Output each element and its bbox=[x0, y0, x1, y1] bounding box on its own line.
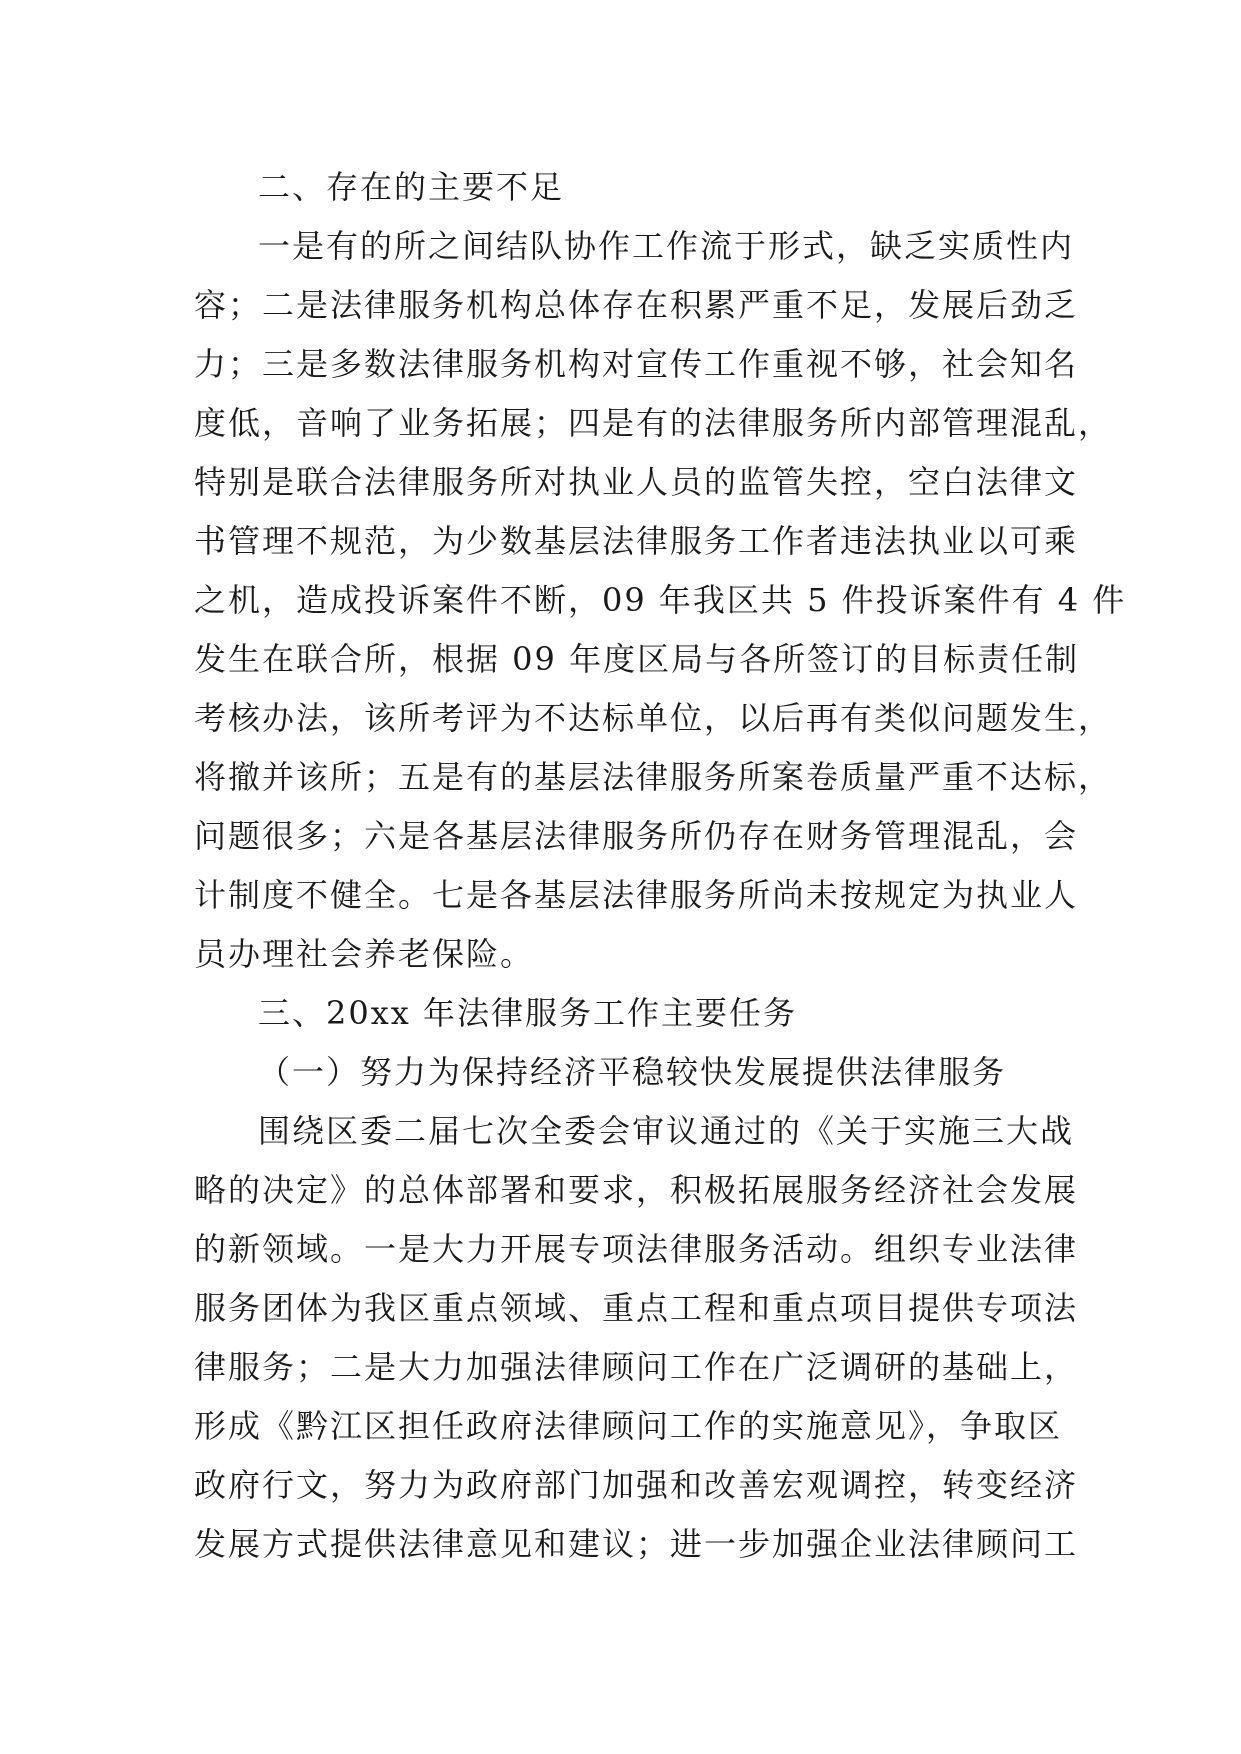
paragraph-line: 形成《黔江区担任政府法律顾问工作的实施意见》，争取区 bbox=[194, 1407, 1063, 1445]
paragraph-line: 律服务；二是大力加强法律顾问工作在广泛调研的基础上， bbox=[194, 1348, 1079, 1386]
paragraph-line: 发生在联合所，根据 09 年度区局与各所签订的目标责任制 bbox=[194, 640, 1080, 678]
paragraph-line: 容；二是法律服务机构总体存在积累严重不足，发展后劲乏 bbox=[194, 286, 1079, 324]
paragraph-line: 将撤并该所；五是有的基层法律服务所案卷质量严重不达标， bbox=[194, 758, 1113, 796]
section-heading-main-tasks: 三、20xx 年法律服务工作主要任务 bbox=[258, 994, 797, 1032]
paragraph-line: 的新领域。一是大力开展专项法律服务活动。组织专业法律 bbox=[194, 1230, 1079, 1268]
paragraph-line: 服务团体为我区重点领域、重点工程和重点项目提供专项法 bbox=[194, 1289, 1079, 1327]
paragraph-line: 计制度不健全。七是各基层法律服务所尚未按规定为执业人 bbox=[194, 876, 1079, 914]
paragraph-line: 考核办法，该所考评为不达标单位，以后再有类似问题发生， bbox=[194, 699, 1113, 737]
paragraph-line: 书管理不规范，为少数基层法律服务工作者违法执业以可乘 bbox=[194, 522, 1079, 560]
subsection-heading-economic: （一）努力为保持经济平稳较快发展提供法律服务 bbox=[258, 1053, 1007, 1091]
paragraph-line: 围绕区委二届七次全委会审议通过的《关于实施三大战 bbox=[258, 1112, 1075, 1150]
paragraph-line: 一是有的所之间结队协作工作流于形式，缺乏实质性内 bbox=[258, 227, 1075, 265]
paragraph-line: 略的决定》的总体部署和要求，积极拓展服务经济社会发展 bbox=[194, 1171, 1079, 1209]
paragraph-economic-services bbox=[194, 1102, 1079, 1574]
paragraph-line: 之机，造成投诉案件不断，09 年我区共 5 件投诉案件有 4 件 bbox=[194, 581, 1127, 619]
paragraph-line: 员办理社会养老保险。 bbox=[194, 935, 535, 973]
document-body bbox=[194, 158, 1127, 1574]
paragraph-line: 特别是联合法律服务所对执业人员的监管失控，空白法律文 bbox=[194, 463, 1079, 501]
section-heading-deficiencies: 二、存在的主要不足 bbox=[258, 168, 565, 206]
paragraph-deficiencies bbox=[194, 217, 1127, 984]
paragraph-line: 度低，音响了业务拓展；四是有的法律服务所内部管理混乱， bbox=[194, 404, 1113, 442]
paragraph-line: 发展方式提供法律意见和建议；进一步加强企业法律顾问工 bbox=[194, 1525, 1079, 1563]
paragraph-line: 政府行文，努力为政府部门加强和改善宏观调控，转变经济 bbox=[194, 1466, 1079, 1504]
paragraph-line: 问题很多；六是各基层法律服务所仍存在财务管理混乱，会 bbox=[194, 817, 1079, 855]
paragraph-line: 力；三是多数法律服务机构对宣传工作重视不够，社会知名 bbox=[194, 345, 1079, 383]
